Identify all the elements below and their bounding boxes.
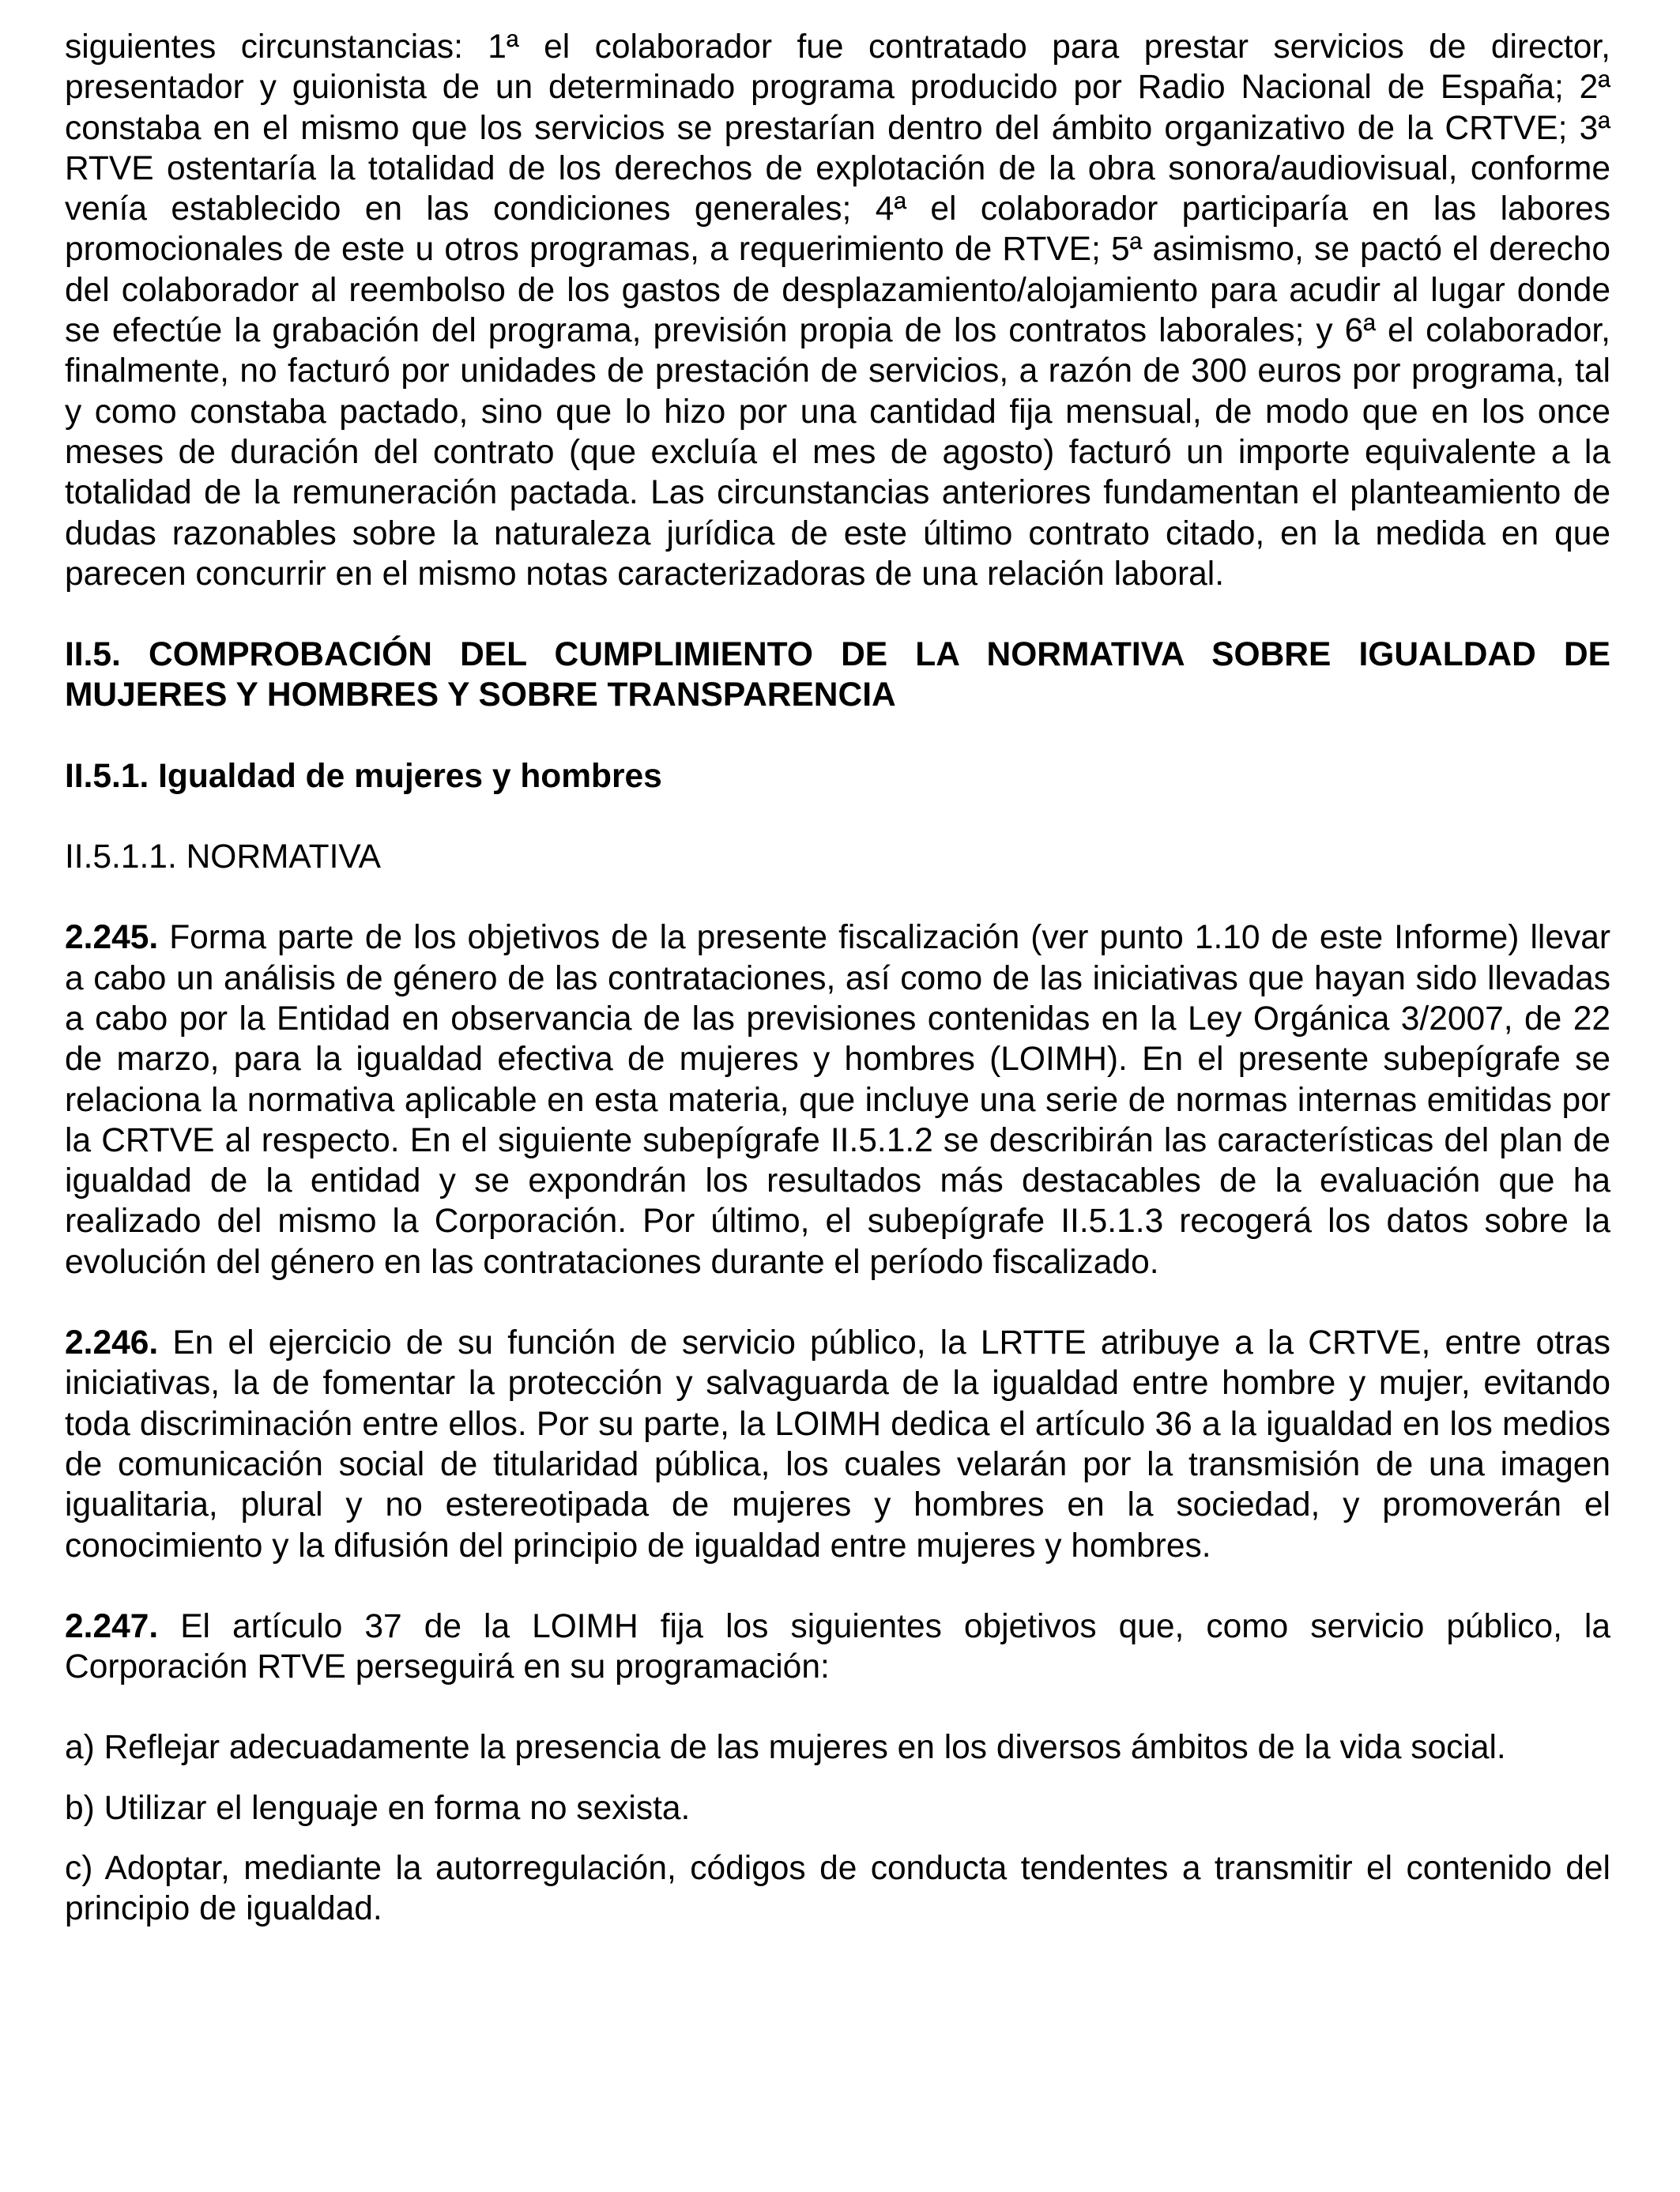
paragraph-2-247 bbox=[65, 1606, 1610, 1688]
paragraph-number: 2.246. bbox=[65, 1324, 159, 1362]
list-item-a: a) Reflejar adecuadamente la presencia de las mujeres en los diversos ámbitos de la vida social. bbox=[65, 1729, 1506, 1767]
paragraph-text: El artículo 37 de la LOIMH fija los siguientes objetivos que, como servicio público, la Corporación RTVE perseguirá en su programación: bbox=[65, 1607, 1610, 1686]
list-item-c: c) Adoptar, mediante la autorregulación, códigos de conducta tendentes a transmitir el contenido del principio de igualdad. bbox=[65, 1849, 1610, 1928]
section-heading: II.5. COMPROBACIÓN DEL CUMPLIMIENTO DE LA NORMATIVA SOBRE IGUALDAD DE MUJERES Y HOMBRES Y SOBRE TRANSPARENCIA bbox=[65, 636, 1610, 714]
intro-paragraph: siguientes circunstancias: 1ª el colaborador fue contratado para prestar servicios de director, presentador y guionista de un determinado programa producido por Radio Nacional de España; 2ª constaba en el mismo que los servicios se prestarían dentro del ámbito organizativo de la CRTVE; 3ª RTVE ostentaría la totalidad de los derechos de explotación de la obra sonora/audiovisual, conforme venía establecido en las condiciones generales; 4ª el colaborador participaría en las labores promocionales de este u otros programas, a requerimiento de RTVE; 5ª asimismo, se pactó el derecho del colaborador al reembolso de los gastos de desplazamiento/alojamiento para acudir al lugar donde se efectúe la grabación del programa, previsión propia de los contratos laborales; y 6ª el colaborador, finalmente, no facturó por unidades de prestación de servicios, a razón de 300 euros por programa, tal y como constaba pactado, sino que lo hizo por una cantidad fija mensual, de modo que en los once meses de duración del contrato (que excluía el mes de agosto) facturó un importe equivalente a la totalidad de la remuneración pactada. Las circunstancias anteriores fundamentan el planteamiento de dudas razonables sobre la naturaleza jurídica de este último contrato citado, en la medida en que parecen concurrir en el mismo notas caracterizadoras de una relación laboral. bbox=[65, 28, 1610, 593]
paragraph-text: En el ejercicio de su función de servicio público, la LRTTE atribuye a la CRTVE, entre otras iniciativas, la de fomentar la protección y salvaguarda de la igualdad entre hombre y mujer, evitando toda discriminación entre ellos. Por su parte, la LOIMH dedica el artículo 36 a la igualdad en los medios de comunicación social de titularidad pública, los cuales velarán por la transmisión de una imagen igualitaria, plural y no estereotipada de mujeres y hombres en la sociedad, y promoverán el conocimiento y la difusión del principio de igualdad entre mujeres y hombres. bbox=[65, 1324, 1610, 1565]
paragraph-number: 2.247. bbox=[65, 1607, 159, 1645]
subsection-heading: II.5.1. Igualdad de mujeres y hombres bbox=[65, 757, 662, 795]
document-page bbox=[65, 27, 1610, 1930]
paragraph-2-245 bbox=[65, 917, 1610, 1282]
paragraph-text: Forma parte de los objetivos de la presente fiscalización (ver punto 1.10 de este Informe) llevar a cabo un análisis de género de las contrataciones, así como de las iniciativas que hayan sido llevadas a cabo por la Entidad en observancia de las previsiones contenidas en la Ley Orgánica 3/2007, de 22 de marzo, para la igualdad efectiva de mujeres y hombres (LOIMH). En el presente subepígrafe se relaciona la normativa aplicable en esta materia, que incluye una serie de normas internas emitidas por la CRTVE al respecto. En el siguiente subepígrafe II.5.1.2 se describirán las características del plan de igualdad de la entidad y se expondrán los resultados más destacables de la evaluación que ha realizado del mismo la Corporación. Por último, el subepígrafe II.5.1.3 recogerá los datos sobre la evolución del género en las contrataciones durante el período fiscalizado. bbox=[65, 919, 1610, 1281]
paragraph-number: 2.245. bbox=[65, 919, 159, 957]
subsubsection-heading: II.5.1.1. NORMATIVA bbox=[65, 838, 381, 876]
list-item-b: b) Utilizar el lenguaje en forma no sexista. bbox=[65, 1789, 691, 1827]
paragraph-2-246 bbox=[65, 1323, 1610, 1566]
